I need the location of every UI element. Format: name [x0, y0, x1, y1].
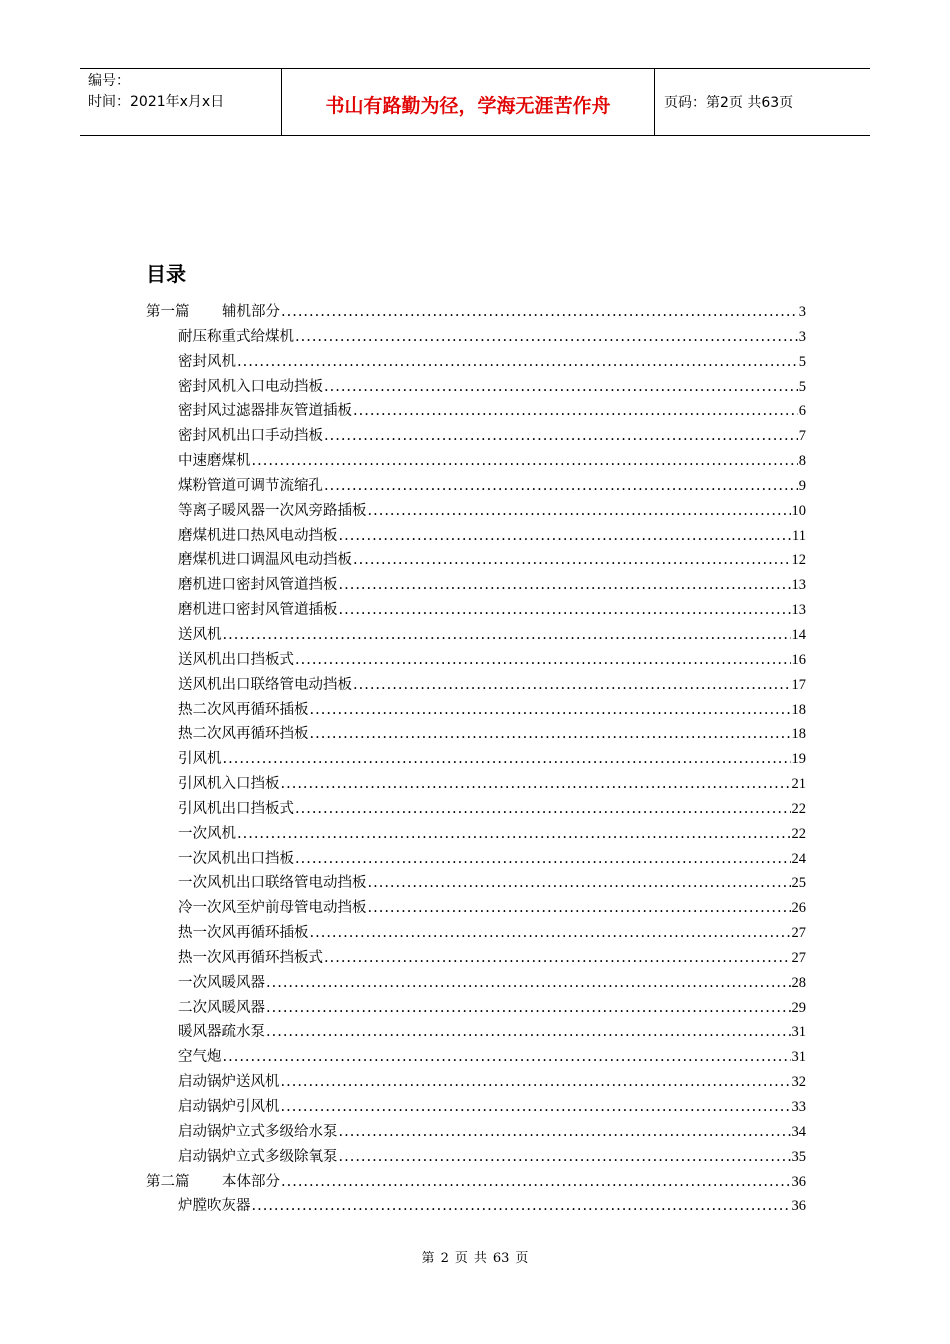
toc-dot-leader	[266, 971, 791, 996]
toc-entry[interactable]	[146, 772, 806, 797]
toc-entry-title: 辅机部分	[222, 304, 280, 320]
toc-entry-page: 19	[791, 751, 806, 768]
toc-entry-title: 中速磨煤机	[178, 453, 251, 470]
toc-dot-leader	[281, 1095, 791, 1120]
toc-entry[interactable]	[146, 300, 806, 325]
footer-gong: 共	[473, 1251, 487, 1266]
toc-entry-title: 一次风暖风器	[178, 974, 265, 991]
toc-dot-leader	[281, 300, 798, 325]
toc-entry-title: 热一次风再循环插板	[178, 925, 309, 942]
toc-entry[interactable]	[146, 673, 806, 698]
toc-entry-page: 22	[791, 825, 806, 842]
toc-dot-leader	[339, 598, 791, 623]
toc-entry-page: 11	[792, 527, 806, 544]
toc-dot-leader	[223, 1045, 791, 1070]
toc-entry[interactable]	[146, 797, 806, 822]
toc-entry-title: 引风机入口挡板	[178, 776, 280, 793]
toc-entry[interactable]	[146, 946, 806, 971]
footer-page-number: 2	[440, 1251, 449, 1266]
toc-entry[interactable]	[146, 325, 806, 350]
toc-entry-title: 空气炮	[178, 1049, 222, 1066]
toc-entry[interactable]	[146, 1194, 806, 1219]
toc-dot-leader	[368, 871, 791, 896]
document-header	[80, 68, 870, 136]
toc-entry[interactable]	[146, 1045, 806, 1070]
toc-entry[interactable]	[146, 722, 806, 747]
toc-dot-leader	[339, 573, 791, 598]
toc-dot-leader	[339, 1145, 791, 1170]
toc-dot-leader	[223, 747, 791, 772]
toc-entry-page: 9	[798, 477, 806, 494]
toc-entry-page: 24	[791, 850, 806, 867]
toc-dot-leader	[324, 375, 798, 400]
toc-entry-title: 一次风机	[178, 825, 236, 842]
toc-entry-title: 一次风机出口挡板	[178, 850, 294, 867]
toc-dot-leader	[237, 822, 791, 847]
toc-entry-title: 热一次风再循环挡板式	[178, 949, 323, 966]
toc-entry-page: 34	[791, 1123, 806, 1140]
toc-entry-title: 送风机出口挡板式	[178, 651, 294, 668]
toc-entry-page: 27	[791, 949, 806, 966]
toc-entry[interactable]	[146, 449, 806, 474]
toc-entry-title: 暖风器疏水泵	[178, 1024, 265, 1041]
toc-entry-title: 密封风机出口手动挡板	[178, 428, 323, 445]
toc-dot-leader	[281, 772, 791, 797]
toc-entry-page: 3	[798, 328, 806, 345]
toc-entry-page: 22	[791, 800, 806, 817]
toc-entry[interactable]	[146, 375, 806, 400]
toc-entry[interactable]	[146, 871, 806, 896]
page-footer	[0, 1247, 950, 1266]
toc-dot-leader	[353, 673, 791, 698]
toc-dot-leader	[353, 399, 798, 424]
toc-entry-page: 8	[798, 453, 806, 470]
toc-entry-page: 18	[791, 726, 806, 743]
toc-entry-page: 3	[798, 304, 806, 320]
toc-entry[interactable]	[146, 1070, 806, 1095]
toc-entry-section: 第一篇	[146, 304, 190, 320]
toc-entry-page: 27	[791, 925, 806, 942]
toc-entry-title: 启动锅炉引风机	[178, 1099, 280, 1115]
toc-dot-leader	[295, 847, 791, 872]
toc-entry-title: 启动锅炉立式多级给水泵	[178, 1123, 338, 1140]
toc-entry-title: 密封风过滤器排灰管道插板	[178, 403, 352, 420]
toc-entry-page: 18	[791, 701, 806, 718]
toc-entry-title: 热二次风再循环挡板	[178, 726, 309, 743]
toc-dot-leader	[223, 623, 791, 648]
toc-entry[interactable]	[146, 548, 806, 573]
toc-entry-title: 引风机出口挡板式	[178, 800, 294, 817]
toc-dot-leader	[339, 1120, 791, 1145]
toc-entry[interactable]	[146, 350, 806, 375]
toc-entry[interactable]	[146, 1120, 806, 1145]
toc-entry[interactable]	[146, 598, 806, 623]
table-of-contents	[146, 300, 806, 1219]
doc-time-label: 时间：2021年x月x日	[88, 94, 225, 110]
toc-entry-title: 本体部分	[222, 1173, 280, 1190]
toc-entry[interactable]	[146, 499, 806, 524]
toc-entry-page: 29	[791, 999, 806, 1016]
toc-entry-title: 密封风机入口电动挡板	[178, 378, 323, 395]
toc-entry-page: 36	[791, 1173, 806, 1190]
toc-title: 目录	[146, 262, 186, 286]
toc-entry-page: 32	[791, 1074, 806, 1091]
toc-entry-page: 6	[798, 403, 806, 420]
toc-entry[interactable]	[146, 524, 806, 549]
toc-entry-page: 14	[791, 626, 806, 643]
doc-number-label: 编号：	[88, 73, 130, 89]
toc-entry[interactable]	[146, 996, 806, 1021]
toc-dot-leader	[295, 648, 791, 673]
toc-dot-leader	[310, 921, 791, 946]
toc-dot-leader	[368, 896, 791, 921]
footer-ye-2: 页	[515, 1251, 529, 1266]
toc-entry-page: 10	[791, 502, 806, 519]
header-motto: 书山有路勤为径，学海无涯苦作舟	[282, 69, 655, 135]
toc-dot-leader	[252, 449, 798, 474]
toc-entry-page: 35	[791, 1148, 806, 1165]
toc-dot-leader	[266, 1020, 791, 1045]
toc-dot-leader	[368, 499, 791, 524]
toc-dot-leader	[324, 946, 791, 971]
toc-entry-page: 16	[791, 651, 806, 668]
toc-dot-leader	[324, 474, 798, 499]
toc-entry-page: 13	[791, 602, 806, 619]
toc-entry-title: 送风机出口联络管电动挡板	[178, 676, 352, 693]
toc-entry-page: 25	[791, 875, 806, 892]
toc-entry-title: 磨机进口密封风管道挡板	[178, 577, 338, 594]
header-meta-cell	[80, 69, 282, 135]
toc-entry[interactable]	[146, 1020, 806, 1045]
toc-entry[interactable]	[146, 896, 806, 921]
toc-dot-leader	[281, 1070, 791, 1095]
toc-dot-leader	[310, 722, 791, 747]
toc-dot-leader	[266, 996, 791, 1021]
toc-entry-title: 耐压称重式给煤机	[178, 328, 294, 345]
toc-entry-title: 启动锅炉立式多级除氧泵	[178, 1148, 338, 1165]
toc-entry[interactable]	[146, 921, 806, 946]
toc-entry[interactable]	[146, 648, 806, 673]
toc-entry[interactable]	[146, 573, 806, 598]
toc-entry[interactable]	[146, 822, 806, 847]
toc-dot-leader	[237, 350, 798, 375]
toc-entry[interactable]	[146, 971, 806, 996]
footer-ye: 页	[454, 1251, 468, 1266]
toc-entry-title: 引风机	[178, 751, 222, 768]
toc-entry-title: 冷一次风至炉前母管电动挡板	[178, 900, 367, 917]
toc-entry[interactable]	[146, 847, 806, 872]
toc-dot-leader	[252, 1194, 791, 1219]
toc-entry-page: 26	[791, 900, 806, 917]
toc-entry[interactable]	[146, 474, 806, 499]
header-page-info: 页码：第2页 共63页	[664, 95, 794, 111]
footer-total-pages: 63	[492, 1251, 510, 1266]
toc-entry-section: 第二篇	[146, 1173, 190, 1190]
toc-entry-page: 21	[791, 776, 806, 793]
toc-entry-page: 36	[791, 1198, 806, 1215]
toc-entry-page: 7	[798, 428, 806, 445]
toc-entry-title: 磨煤机进口热风电动挡板	[178, 527, 338, 544]
toc-dot-leader	[324, 424, 798, 449]
toc-entry-title: 二次风暖风器	[178, 999, 265, 1016]
toc-entry-title: 密封风机	[178, 353, 236, 370]
toc-entry-title: 热二次风再循环插板	[178, 701, 309, 718]
toc-entry-page: 31	[791, 1049, 806, 1066]
toc-dot-leader	[353, 548, 791, 573]
toc-entry-title: 送风机	[178, 626, 222, 643]
toc-dot-leader	[295, 797, 791, 822]
toc-entry-title: 煤粉管道可调节流缩孔	[178, 477, 323, 494]
toc-entry[interactable]	[146, 424, 806, 449]
toc-entry-title: 等离子暖风器一次风旁路插板	[178, 502, 367, 519]
toc-entry[interactable]	[146, 1170, 806, 1195]
toc-dot-leader	[281, 1170, 791, 1195]
toc-dot-leader	[310, 698, 791, 723]
toc-entry-page: 5	[798, 378, 806, 395]
toc-entry[interactable]	[146, 747, 806, 772]
toc-entry[interactable]	[146, 1145, 806, 1170]
toc-entry-page: 12	[791, 552, 806, 569]
toc-entry-title: 炉膛吹灰器	[178, 1198, 251, 1215]
toc-entry[interactable]	[146, 399, 806, 424]
toc-entry-page: 31	[791, 1024, 806, 1041]
toc-entry[interactable]	[146, 623, 806, 648]
toc-entry-page: 13	[791, 577, 806, 594]
toc-entry-page: 17	[791, 676, 806, 693]
toc-entry[interactable]	[146, 698, 806, 723]
toc-entry-page: 33	[791, 1099, 806, 1115]
toc-entry-title: 启动锅炉送风机	[178, 1074, 280, 1091]
toc-entry[interactable]	[146, 1095, 806, 1120]
toc-entry-title: 一次风机出口联络管电动挡板	[178, 875, 367, 892]
toc-entry-title: 磨机进口密封风管道插板	[178, 602, 338, 619]
toc-entry-page: 5	[798, 353, 806, 370]
toc-entry-title: 磨煤机进口调温风电动挡板	[178, 552, 352, 569]
toc-dot-leader	[295, 325, 798, 350]
footer-di: 第	[421, 1251, 435, 1266]
toc-entry-page: 28	[791, 974, 806, 991]
toc-dot-leader	[339, 524, 792, 549]
